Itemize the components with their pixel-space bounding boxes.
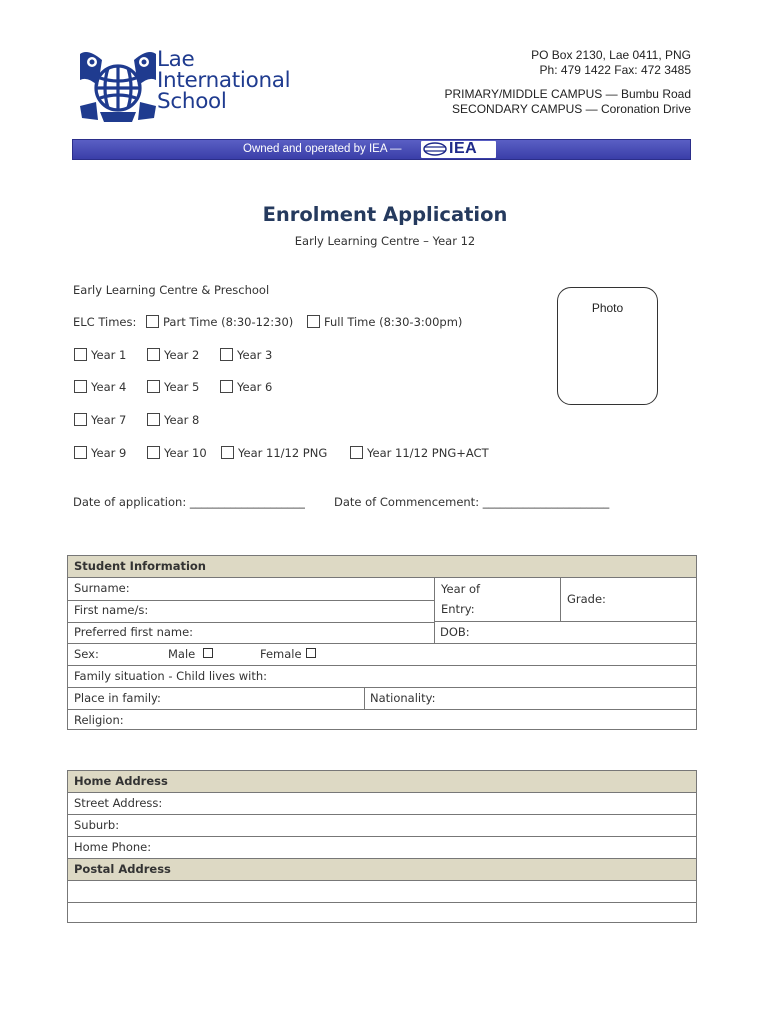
checkbox[interactable] bbox=[147, 413, 160, 426]
table-row bbox=[68, 815, 696, 837]
female-checkbox[interactable] bbox=[306, 648, 316, 658]
place-in-family-field[interactable]: Place in family: bbox=[74, 691, 161, 705]
checkbox[interactable] bbox=[146, 315, 159, 328]
dob-field[interactable]: DOB: bbox=[440, 625, 470, 639]
elc-part-time-option[interactable]: Part Time (8:30-12:30) bbox=[146, 315, 293, 329]
table-row bbox=[68, 578, 434, 601]
checkbox[interactable] bbox=[147, 446, 160, 459]
student-info-heading: Student Information bbox=[74, 559, 206, 573]
table-row bbox=[68, 622, 696, 644]
male-option[interactable]: Male bbox=[162, 644, 213, 665]
contact-block bbox=[444, 48, 691, 116]
table-row bbox=[68, 666, 696, 688]
year-10-option[interactable]: Year 10 bbox=[147, 446, 207, 460]
table-row bbox=[68, 644, 696, 666]
checkbox[interactable] bbox=[307, 315, 320, 328]
year-1-option[interactable]: Year 1 bbox=[74, 348, 126, 362]
checkbox[interactable] bbox=[220, 380, 233, 393]
year-5-option[interactable]: Year 5 bbox=[147, 380, 199, 394]
checkbox[interactable] bbox=[221, 446, 234, 459]
male-checkbox[interactable] bbox=[203, 648, 213, 658]
suburb-field[interactable]: Suburb: bbox=[74, 818, 120, 832]
address-line: PO Box 2130, Lae 0411, PNG bbox=[531, 48, 691, 62]
year-9-option[interactable]: Year 9 bbox=[74, 446, 126, 460]
home-phone-field[interactable]: Home Phone: bbox=[74, 840, 152, 854]
postal-address-heading: Postal Address bbox=[74, 862, 171, 876]
elc-heading: Early Learning Centre & Preschool bbox=[73, 283, 270, 297]
table-row bbox=[68, 710, 696, 730]
school-name: Lae International School bbox=[157, 47, 291, 114]
table-row bbox=[68, 793, 696, 815]
postal-address-line-2[interactable] bbox=[68, 903, 696, 923]
family-situation-field[interactable]: Family situation - Child lives with: bbox=[74, 669, 268, 683]
iea-banner: Owned and operated by IEA — IEA bbox=[72, 139, 691, 160]
checkbox[interactable] bbox=[74, 413, 87, 426]
phone-line: Ph: 479 1422 Fax: 472 3485 bbox=[539, 62, 691, 77]
elc-full-time-option[interactable]: Full Time (8:30-3:00pm) bbox=[307, 315, 462, 329]
date-of-commencement-field[interactable]: Date of Commencement: ______________________ bbox=[334, 495, 610, 509]
nationality-field[interactable]: Nationality: bbox=[370, 691, 436, 705]
table-row bbox=[68, 600, 434, 623]
year-6-option[interactable]: Year 6 bbox=[220, 380, 272, 394]
date-of-application-field[interactable]: Date of application: ____________________ bbox=[73, 495, 305, 509]
photo-box: Photo bbox=[557, 287, 658, 405]
home-address-heading: Home Address bbox=[74, 774, 168, 788]
female-option[interactable]: Female bbox=[254, 644, 316, 665]
year-11-12-png-option[interactable]: Year 11/12 PNG bbox=[221, 446, 327, 460]
table-header-row bbox=[68, 771, 696, 793]
table-header-row bbox=[68, 556, 696, 578]
grade-field[interactable]: Grade: bbox=[560, 578, 696, 622]
year-8-option[interactable]: Year 8 bbox=[147, 413, 199, 427]
postal-address-line-1[interactable] bbox=[68, 881, 696, 903]
checkbox[interactable] bbox=[74, 380, 87, 393]
sex-label: Sex: bbox=[74, 647, 99, 661]
religion-field[interactable]: Religion: bbox=[74, 713, 124, 727]
first-names-field[interactable]: First name/s: bbox=[74, 603, 149, 617]
checkbox[interactable] bbox=[74, 348, 87, 361]
campus-line: PRIMARY/MIDDLE CAMPUS — Bumbu Road bbox=[444, 87, 691, 101]
checkbox[interactable] bbox=[220, 348, 233, 361]
preferred-name-field[interactable]: Preferred first name: bbox=[74, 625, 194, 639]
table-row bbox=[68, 837, 696, 859]
elc-times-label: ELC Times: bbox=[73, 315, 137, 329]
checkbox[interactable] bbox=[74, 446, 87, 459]
school-logo bbox=[78, 46, 158, 124]
year-of-entry-field[interactable]: Year of Entry: bbox=[434, 578, 560, 622]
year-11-12-png-act-option[interactable]: Year 11/12 PNG+ACT bbox=[350, 446, 489, 460]
table-header-row bbox=[68, 859, 696, 881]
year-3-option[interactable]: Year 3 bbox=[220, 348, 272, 362]
iea-logo: IEA bbox=[421, 141, 496, 158]
checkbox[interactable] bbox=[350, 446, 363, 459]
year-7-option[interactable]: Year 7 bbox=[74, 413, 126, 427]
table-row bbox=[68, 688, 696, 710]
checkbox[interactable] bbox=[147, 380, 160, 393]
address-table bbox=[67, 770, 697, 923]
checkbox[interactable] bbox=[147, 348, 160, 361]
surname-field[interactable]: Surname: bbox=[74, 581, 130, 595]
campus-line: SECONDARY CAMPUS — Coronation Drive bbox=[452, 101, 691, 116]
year-4-option[interactable]: Year 4 bbox=[74, 380, 126, 394]
page-subtitle: Early Learning Centre – Year 12 bbox=[294, 234, 476, 248]
student-info-table bbox=[67, 555, 697, 730]
street-address-field[interactable]: Street Address: bbox=[74, 796, 163, 810]
year-2-option[interactable]: Year 2 bbox=[147, 348, 199, 362]
page-title: Enrolment Application bbox=[262, 203, 508, 226]
